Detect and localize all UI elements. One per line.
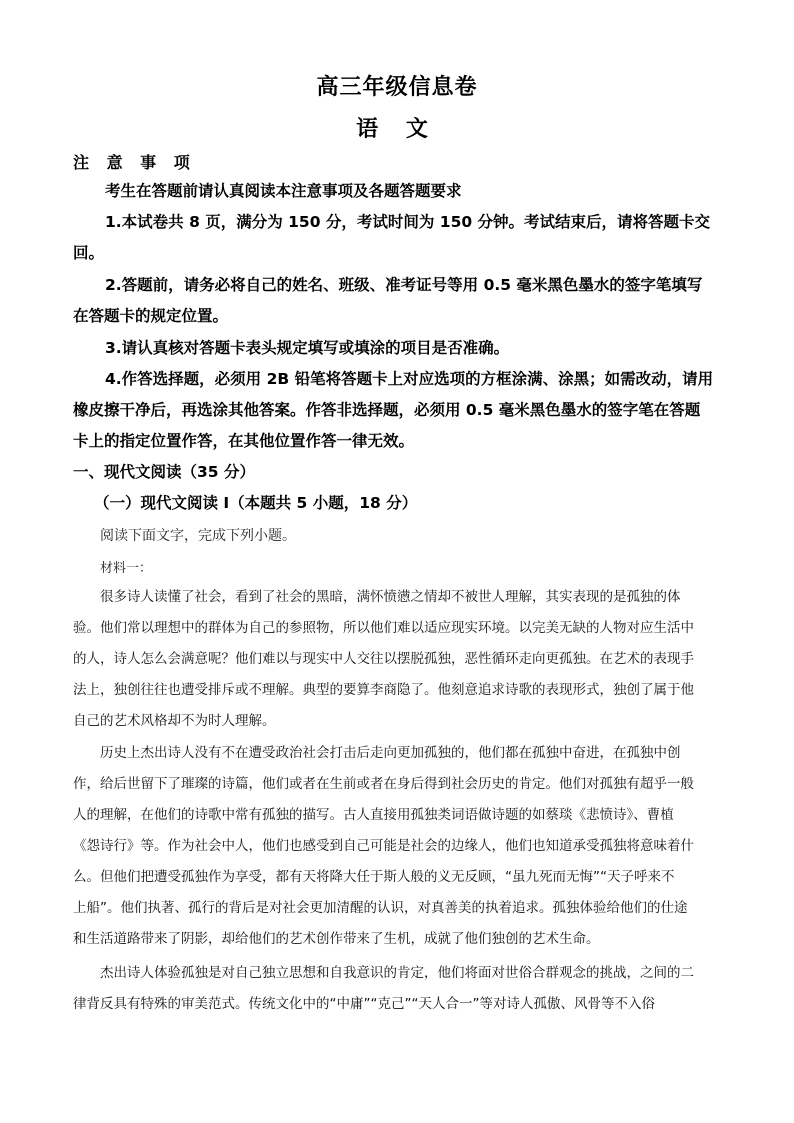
notice-intro: 考生在答题前请认真阅读本注意事项及各题答题要求	[105, 182, 462, 200]
material-label: 材料一：	[100, 561, 153, 576]
notice-item-3: 3.请认真核对答题卡表头规定填写或填涂的项目是否准确。	[105, 339, 510, 357]
paragraph-1-line-2: 验。他们常以理想中的群体为自己的参照物，所以他们难以适应现实环境。以完美无缺的人物对应生活中	[73, 620, 694, 636]
section-title: 一、现代文阅读（35 分）	[73, 463, 255, 481]
paragraph-3-line-1: 杰出诗人体验孤独是对自己独立思想和自我意识的肯定，他们将面对世俗合群观念的挑战，之间的二	[100, 965, 694, 981]
notice-item-4-line-2: 橡皮擦干净后，再选涂其他答案。作答非选择题，必须用 0.5 毫米黑色墨水的签字笔在答题	[73, 401, 701, 419]
paragraph-2-line-5: 么。但他们把遭受孤独作为享受，都有天将降大任于斯人般的义无反顾，“虽九死而无悔”“天子呼来不	[73, 869, 675, 885]
reading-instruction: 阅读下面文字，完成下列小题。	[100, 528, 296, 544]
paragraph-1-line-1: 很多诗人读懂了社会，看到了社会的黑暗，满怀愤懑之情却不被世人理解，其实表现的是孤独的体	[100, 589, 681, 605]
notice-item-4-line-3: 卡上的指定位置作答，在其他位置作答一律无效。	[73, 432, 415, 450]
paragraph-2-line-7: 和生活道路带来了阴影，却给他们的艺术创作带来了生机，成就了他们独创的艺术生命。	[73, 931, 600, 947]
paragraph-2-line-2: 作，给后世留下了璀璨的诗篇，他们或者在生前或者在身后得到社会历史的肯定。他们对孤独有超乎一般	[73, 776, 694, 792]
subject-title: 语 文	[356, 116, 438, 142]
paragraph-3-line-2: 律背反具有特殊的审美范式。传统文化中的“中庸”“克己”“天人合一”等对诗人孤傲、风骨等不入俗	[73, 996, 655, 1012]
notice-item-2-line-1: 2.答题前，请务必将自己的姓名、班级、准考证号等用 0.5 毫米黑色墨水的签字笔填写	[105, 276, 703, 294]
paragraph-2-line-6: 上船”。他们执著、孤行的背后是对社会更加清醒的认识，对真善美的执着追求。孤独体验给他们的仕途	[73, 900, 688, 916]
section-subtitle: （一）现代文阅读 I（本题共 5 小题，18 分）	[94, 494, 418, 512]
paragraph-2-line-1: 历史上杰出诗人没有不在遭受政治社会打击后走向更加孤独的，他们都在孤独中奋进，在孤独中创	[100, 745, 681, 761]
paragraph-2-line-3: 人的理解，在他们的诗歌中常有孤独的描写。古人直接用孤独类词语做诗题的如蔡琰《悲愤诗》、曹植	[73, 807, 674, 823]
paragraph-2-line-4: 《怨诗行》等。作为社会中人，他们也感受到自己可能是社会的边缘人，他们也知道承受孤独将意味着什	[73, 838, 694, 854]
exam-title: 高三年级信息卷	[316, 74, 478, 100]
notice-item-2-line-2: 在答题卡的规定位置。	[73, 307, 229, 325]
notice-heading: 注 意 事 项	[73, 153, 196, 172]
paragraph-1-line-5: 自己的艺术风格却不为时人理解。	[73, 713, 276, 729]
notice-item-1-line-2: 回。	[73, 244, 105, 262]
paragraph-1-line-3: 的人，诗人怎么会满意呢？他们难以与现实中人交往以摆脱孤独，恶性循环走向更孤独。在艺术的表现手	[73, 651, 694, 667]
notice-item-4-line-1: 4.作答选择题，必须用 2B 铅笔将答题卡上对应选项的方框涂满、涂黑；如需改动，请用	[105, 370, 714, 388]
notice-item-1-line-1: 1.本试卷共 8 页，满分为 150 分，考试时间为 150 分钟。考试结束后，请将答题卡交	[105, 213, 711, 231]
paragraph-1-line-4: 法上，独创往往也遭受排斥或不理解。典型的要算李商隐了。他刻意追求诗歌的表现形式，独创了属于他	[73, 682, 694, 698]
